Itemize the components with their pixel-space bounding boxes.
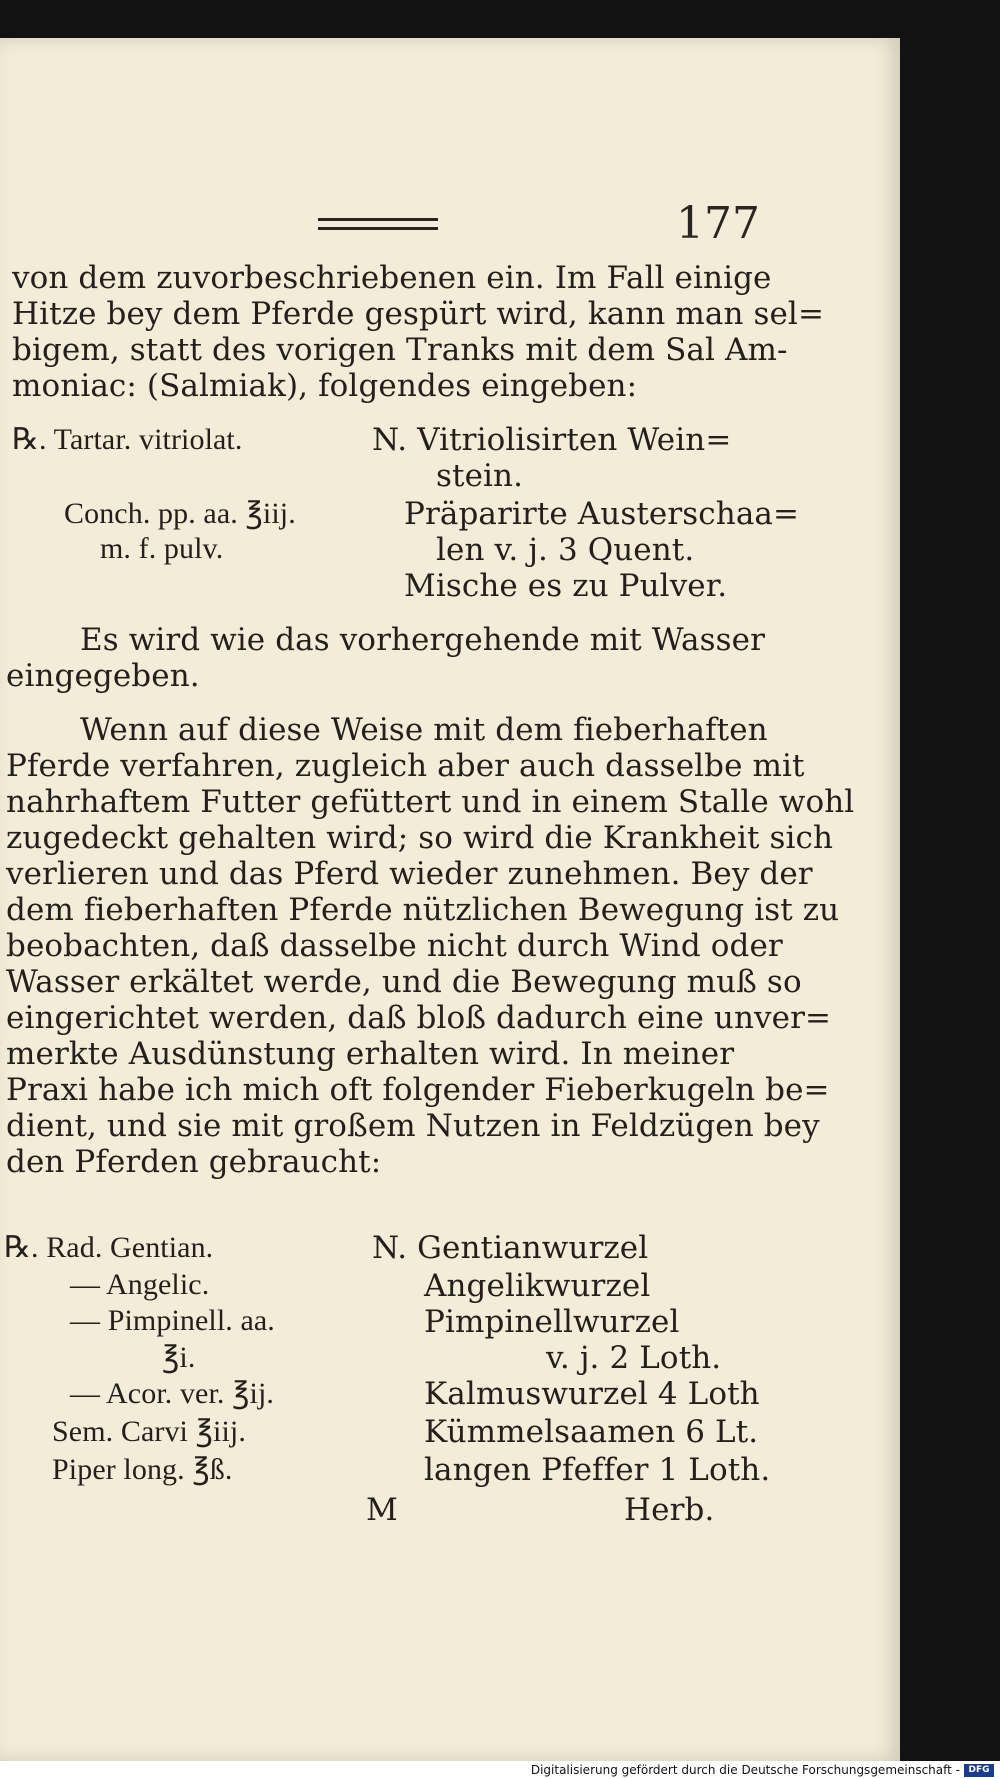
recipe-german-line: len v. j. 3 Quent. — [436, 532, 695, 568]
recipe-latin-line: ℞. Rad. Gentian. — [4, 1231, 214, 1264]
text-line: beobachten, daß dasselbe nicht durch Wind oder — [6, 928, 783, 964]
catchword-right: Herb. — [624, 1492, 715, 1528]
recipe-german-line: Präparirte Austerschaa= — [404, 496, 800, 532]
recipe-german-line: stein. — [436, 458, 524, 494]
recipe-german-line: Pimpinellwurzel — [424, 1304, 680, 1340]
recipe-latin-line: Conch. pp. aa. ℥iij. — [64, 497, 296, 530]
text-line: dem fieberhaften Pferde nützlichen Bewegung ist zu — [6, 892, 840, 928]
recipe-latin-line: — Angelic. — [70, 1268, 210, 1301]
footer-bar — [0, 1761, 1000, 1779]
page-number: 177 — [676, 198, 760, 249]
footer-credit: Digitalisierung gefördert durch die Deutsche Forschungsgemeinschaft - — [530, 1763, 960, 1777]
text-line: moniac: (Salmiak), folgendes eingeben: — [12, 368, 638, 404]
text-line: eingegeben. — [6, 658, 200, 694]
recipe-latin-line: — Pimpinell. aa. — [70, 1304, 275, 1337]
recipe-german-line: Mische es zu Pulver. — [404, 568, 728, 604]
recipe-german-line: Angelikwurzel — [424, 1268, 651, 1304]
text-line: zugedeckt gehalten wird; so wird die Krankheit sich — [6, 820, 834, 856]
recipe-german-line: Kümmelsaamen 6 Lt. — [424, 1414, 759, 1450]
text-line: eingerichtet werden, daß bloß dadurch eine unver= — [6, 1000, 832, 1036]
text-line: von dem zuvorbeschriebenen ein. Im Fall einige — [12, 260, 772, 296]
text-line: Wasser erkältet werde, und die Bewegung muß so — [6, 964, 802, 1000]
text-line: bigem, statt des vorigen Tranks mit dem Sal Am- — [12, 332, 788, 368]
recipe-german-line: N. Vitriolisirten Wein= — [372, 422, 732, 458]
recipe-german-line: Kalmuswurzel 4 Loth — [424, 1376, 760, 1412]
text-line: Es wird wie das vorhergehende mit Wasser — [80, 622, 765, 658]
dfg-logo: DFG — [964, 1764, 994, 1777]
text-line: den Pferden gebraucht: — [6, 1144, 382, 1180]
text-line: Praxi habe ich mich oft folgender Fieberkugeln be= — [6, 1072, 830, 1108]
book-page — [0, 38, 900, 1761]
text-line: nahrhaftem Futter gefüttert und in einem Stalle wohl — [6, 784, 855, 820]
recipe-latin-line: ℥i. — [162, 1341, 196, 1374]
catchword-left: M — [366, 1492, 398, 1528]
recipe-german-line: langen Pfeffer 1 Loth. — [424, 1452, 771, 1488]
recipe-latin-line: — Acor. ver. ℥ij. — [70, 1377, 275, 1410]
recipe-latin-line: Piper long. ℥ß. — [52, 1453, 233, 1486]
text-line: merkte Ausdünstung erhalten wird. In meiner — [6, 1036, 735, 1072]
recipe-latin-line: Sem. Carvi ℥iij. — [52, 1415, 246, 1448]
header-rule — [318, 218, 438, 230]
text-line: dient, und sie mit großem Nutzen in Feldzügen bey — [6, 1108, 820, 1144]
recipe-german-line: N. Gentianwurzel — [372, 1230, 649, 1266]
text-line: Wenn auf diese Weise mit dem fieberhaften — [80, 712, 768, 748]
recipe-latin-line: m. f. pulv. — [100, 532, 224, 565]
recipe-latin-line: ℞. Tartar. vitriolat. — [12, 423, 243, 456]
text-line: Hitze bey dem Pferde gespürt wird, kann man sel= — [12, 296, 825, 332]
recipe-german-line: v. j. 2 Loth. — [546, 1340, 722, 1376]
text-line: Pferde verfahren, zugleich aber auch dasselbe mit — [6, 748, 805, 784]
text-line: verlieren und das Pferd wieder zunehmen. Bey der — [6, 856, 813, 892]
